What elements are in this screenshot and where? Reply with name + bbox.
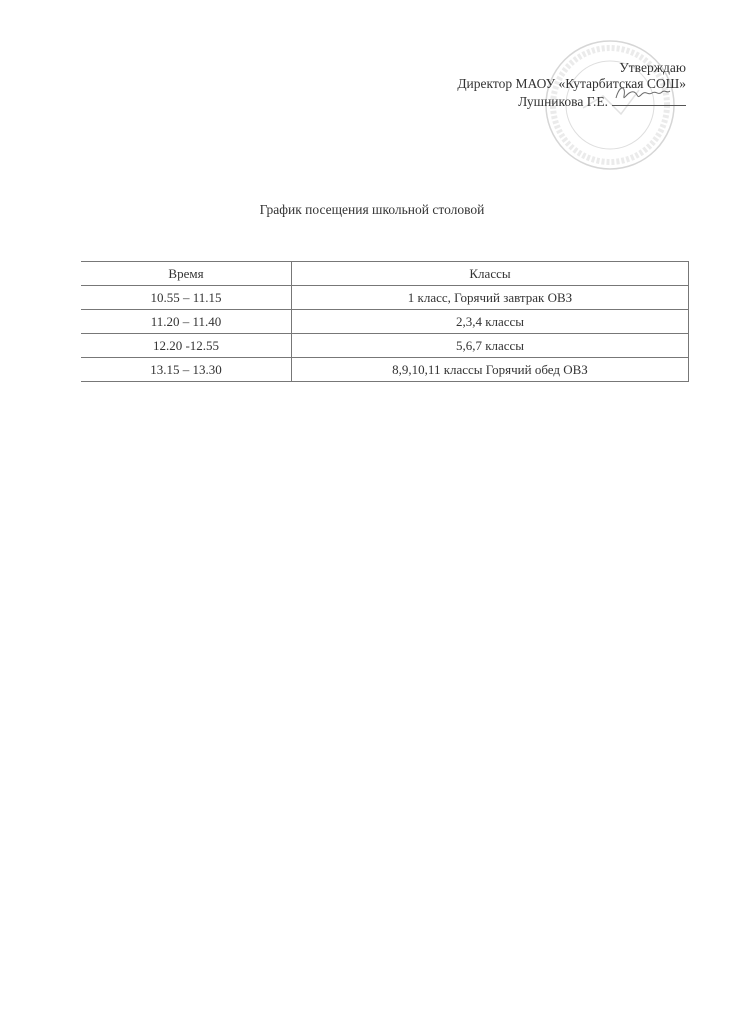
table-row	[81, 334, 689, 358]
header-time: Время	[81, 262, 292, 286]
approval-block	[366, 60, 686, 110]
director-title: Директор МАОУ «Кутарбитская СОШ»	[457, 76, 686, 91]
table-row	[81, 358, 689, 382]
classes-cell: 2,3,4 классы	[292, 310, 689, 334]
approval-heading: Утверждаю	[619, 60, 686, 75]
director-name: Лушникова Г.Е.	[518, 94, 608, 109]
time-cell: 11.20 – 11.40	[81, 310, 292, 334]
time-cell: 13.15 – 13.30	[81, 358, 292, 382]
classes-cell: 5,6,7 классы	[292, 334, 689, 358]
classes-cell: 8,9,10,11 классы Горячий обед ОВЗ	[292, 358, 689, 382]
table-row	[81, 310, 689, 334]
schedule-table	[81, 261, 689, 382]
table-row	[81, 286, 689, 310]
classes-cell: 1 класс, Горячий завтрак ОВЗ	[292, 286, 689, 310]
time-cell: 12.20 -12.55	[81, 334, 292, 358]
document-title: График посещения школьной столовой	[259, 202, 485, 217]
header-classes: Классы	[292, 262, 689, 286]
signature-scribble	[612, 82, 686, 106]
time-cell: 10.55 – 11.15	[81, 286, 292, 310]
director-name-line	[366, 92, 686, 110]
signature-line	[612, 92, 686, 106]
table-header-row	[81, 262, 689, 286]
